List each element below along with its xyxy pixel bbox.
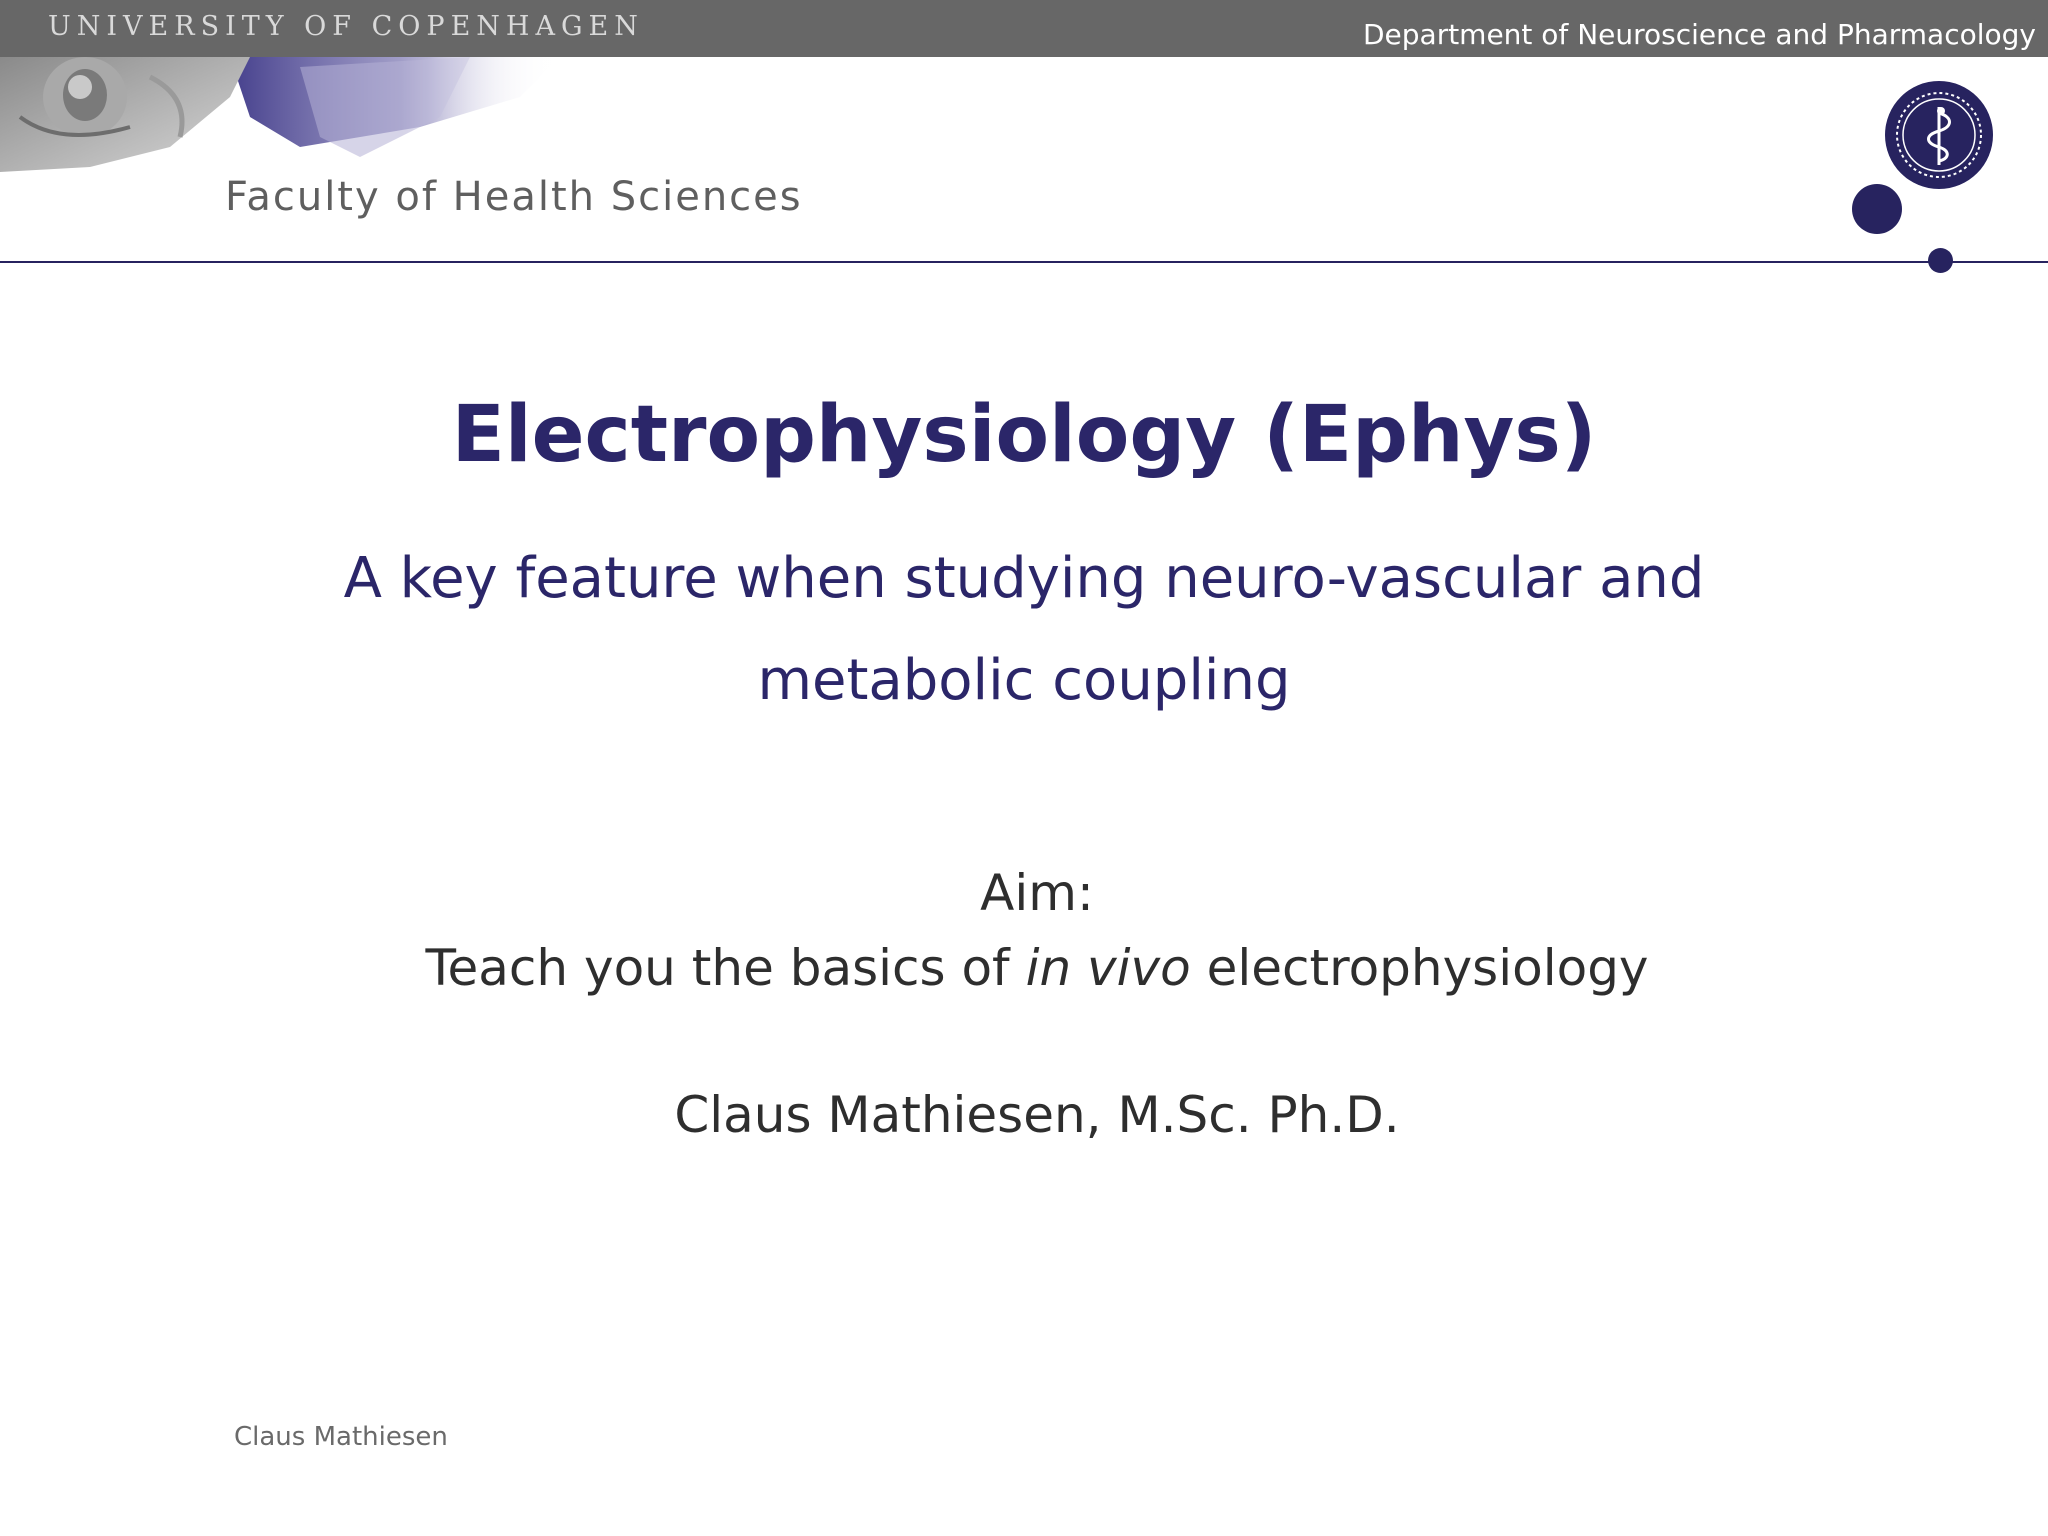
university-seal-icon: [1885, 81, 1993, 189]
top-band: [0, 0, 2048, 57]
aim-suffix: electrophysiology: [1190, 939, 1649, 997]
department-name: Department of Neuroscience and Pharmacology: [1362, 18, 2036, 51]
aim-prefix: Teach you the basics of: [425, 939, 1026, 997]
university-name: UNIVERSITY OF COPENHAGEN: [48, 11, 644, 42]
aim-label: Aim:: [980, 864, 1094, 922]
presenter-name: Claus Mathiesen, M.Sc. Ph.D.: [674, 1086, 1400, 1144]
faculty-name: Faculty of Health Sciences: [225, 174, 803, 220]
aim-text: [0, 939, 2048, 997]
slide-subtitle: A key feature when studying neuro-vascular and metabolic coupling: [343, 546, 1705, 713]
banner-decoration-icon: [0, 57, 620, 177]
slide-title: Electrophysiology (Ephys): [451, 390, 1597, 480]
footer-author: Claus Mathiesen: [234, 1422, 448, 1452]
decorative-dot-large: [1852, 184, 1902, 234]
header-rule: [0, 261, 2048, 263]
aim-emphasis: in vivo: [1025, 939, 1191, 997]
